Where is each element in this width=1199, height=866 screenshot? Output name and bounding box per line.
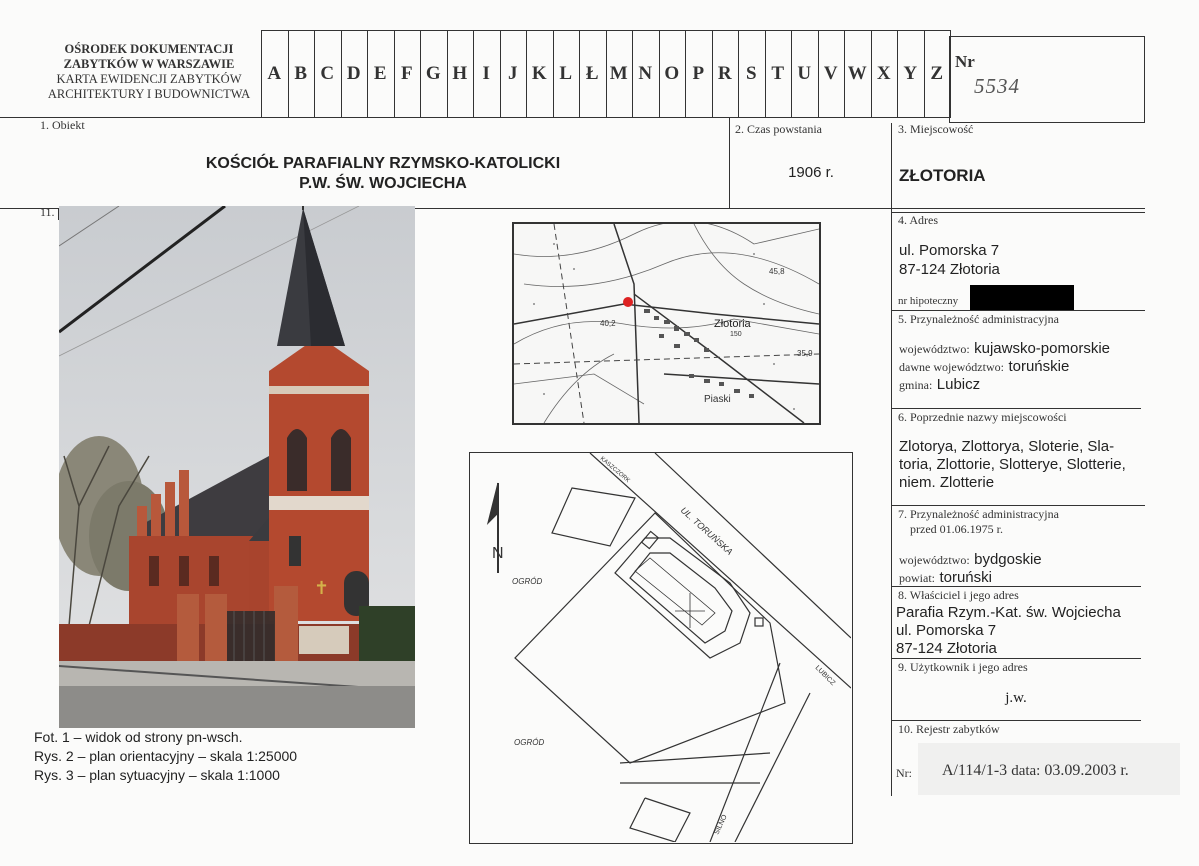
site-plan [469,452,853,844]
map-piaski-label: Piaski [704,394,731,405]
index-letter: R [717,63,732,84]
rejestr-label: 10. Rejestr zabytków [898,722,1000,736]
map-town-label: Złotoria [714,318,751,330]
index-letter: Ł [585,63,599,84]
obiekt-label: 1. Obiekt [40,118,85,132]
index-letter: S [745,63,757,84]
przynaleznosc-label: 5. Przynależność administracyjna [898,312,1059,326]
index-letter: G [425,63,441,84]
przynaleznosc-1975-label: 7. Przynależność administracyjna [898,507,1059,521]
captions [34,728,297,785]
uzytkownik-value: j.w. [1005,690,1027,706]
index-letter: M [609,63,628,84]
rejestr-nr-label: Nr: [896,766,912,780]
index-letter: C [320,63,335,84]
redacted-box [970,285,1074,310]
dawne-woj-value: toruńskie [1008,358,1070,375]
powiat-row: powiat: toruński [899,569,992,586]
rejestr-data-label: data: [1011,763,1041,779]
index-letter: U [797,63,812,84]
map-height: 45,8 [769,267,785,276]
hipoteczny-label: nr hipoteczny [898,295,959,307]
caption-photo: Fot. 1 – widok od strony pn-wsch. [34,729,243,745]
index-letter: I [482,63,490,84]
index-letter: B [294,63,308,84]
obiekt-name-line1: KOŚCIÓŁ PARAFIALNY RZYMSKO-KATOLICKI [205,155,561,172]
rejestr-nr-value: A/114/1-3 [942,762,1008,779]
index-letter: Z [930,63,944,84]
wlasciciel-line3: 87-124 Złotoria [896,640,997,657]
index-letter: H [452,63,468,84]
wlasciciel-line2: ul. Pomorska 7 [896,622,997,639]
index-letter: D [346,63,361,84]
rejestr-entry [942,762,1129,780]
index-letter: K [531,63,547,84]
miejscowosc-label: 3. Miejscowość [898,122,974,136]
caption-orientation-plan: Rys. 2 – plan orientacyjny – skala 1:25000 [34,748,298,764]
czas-label: 2. Czas powstania [735,122,822,136]
index-letter: E [373,63,387,84]
index-letter: L [559,63,573,84]
uzytkownik-label: 9. Użytkownik i jego adres [898,660,1028,674]
adres-line2: 87-124 Złotoria [899,261,1000,278]
institution-line: OŚRODEK DOKUMENTACJI [64,42,234,56]
index-letter: X [876,63,891,84]
caption-site-plan: Rys. 3 – plan sytuacyjny – skala 1:1000 [34,767,280,783]
poprzednie-label: 6. Poprzednie nazwy miejscowości [898,410,1067,424]
woj-value: kujawsko-pomorskie [974,340,1110,357]
rejestr-data-value: 03.09.2003 r. [1044,762,1129,779]
index-letter: W [847,63,867,84]
photo-number-label: 11. [40,205,55,219]
map-height: 150 [730,331,742,338]
ogrod-label: OGRÓD [512,577,543,586]
dawne-woj-row: dawne województwo: toruńskie [899,358,1070,375]
wlasciciel-label: 8. Właściciel i jego adres [898,588,1019,602]
institution-line: ZABYTKÓW W WARSZAWIE [63,57,235,71]
woj-1975-value: bydgoskie [974,551,1042,568]
index-letter: V [823,63,838,84]
index-letter: O [664,63,680,84]
woj-1975-row: województwo: bydgoskie [899,551,1042,568]
index-letter: J [508,63,518,84]
index-letter: N [638,63,653,84]
institution-block [36,42,262,102]
wlasciciel-line1: Parafia Rzym.-Kat. św. Wojciecha [896,604,1121,621]
road-to-label: KASZCZORK [598,455,631,485]
nr-label: Nr [955,52,975,71]
gmina-value: Lubicz [936,376,981,393]
svg-text:✝: ✝ [314,578,330,598]
poprzednie-names: Zlotorya, Zlottorya, Sloterie, Sla- toria, Zlottorie, Slotterye, Slotterie, niem. Zlotterie [899,438,1126,491]
gmina-row: gmina: Lubicz [899,376,981,393]
church-photo [59,206,415,728]
index-letter: Y [903,63,918,84]
obiekt-name-line2: P.W. ŚW. WOJCIECHA [299,175,467,192]
przynaleznosc-1975-sub: przed 01.06.1975 r. [910,522,1003,536]
map-height: 35,9 [797,349,813,358]
north-label: N [492,545,504,562]
map-height: 40,2 [600,319,616,328]
nr-value: 5534 [974,74,1020,98]
woj-row: województwo: kujawsko-pomorskie [899,340,1110,357]
index-letter: P [692,63,705,84]
powiat-value: toruński [939,569,992,586]
czas-value: 1906 r. [788,164,834,181]
ogrod-label: OGRÓD [514,738,545,747]
road-to-lubicz-label: LUBICZ [813,664,837,688]
miejscowosc-value: ZŁOTORIA [899,166,986,185]
institution-line: KARTA EWIDENCJI ZABYTKÓW [56,72,242,86]
index-letter: A [267,63,282,84]
index-letter: F [400,63,413,84]
index-letter: T [771,63,785,84]
orientation-map [512,222,821,425]
adres-label: 4. Adres [898,213,938,227]
institution-line: ARCHITEKTURY I BUDOWNICTWA [47,87,251,101]
street-label: UL. TORUŃSKA [678,505,735,557]
adres-line1: ul. Pomorska 7 [899,242,1000,259]
road-to-silno-label: SILNO [713,813,729,836]
